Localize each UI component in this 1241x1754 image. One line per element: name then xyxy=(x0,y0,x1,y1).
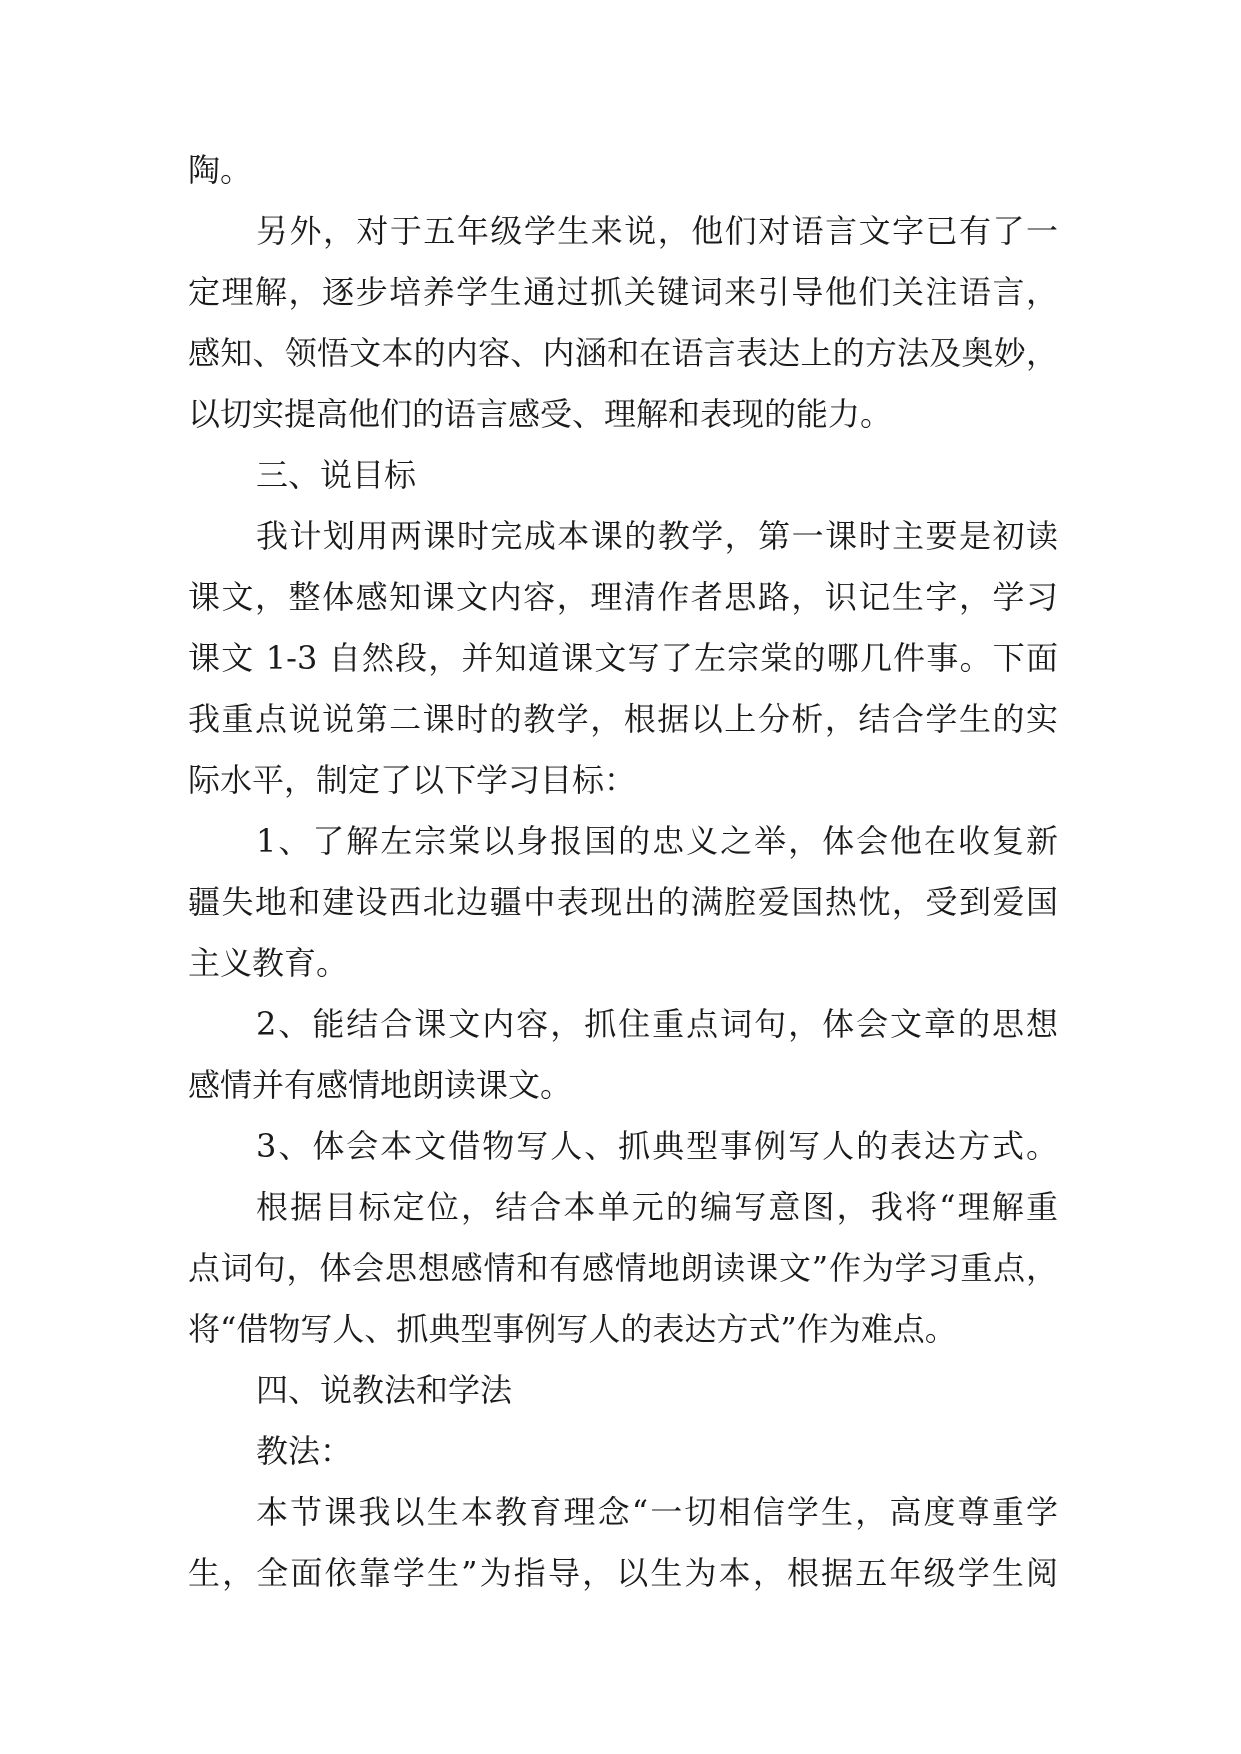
text-line-5: 以切实提高他们的语言感受、理解和表现的能力。 xyxy=(188,395,893,433)
objective-item-3: 3、体会本文借物写人、抓典型事例写人的表达方式。 xyxy=(256,1127,1058,1165)
text-line-8: 课文，整体感知课文内容，理清作者思路，识记生字，学习 xyxy=(188,578,1058,616)
text-line-24: 生，全面依靠学生”为指导，以生为本，根据五年级学生阅 xyxy=(188,1554,1058,1592)
text-line-13: 疆失地和建设西北边疆中表现出的满腔爱国热忱，受到爱国 xyxy=(188,883,1058,921)
text-line-7: 我计划用两课时完成本课的教学，第一课时主要是初读 xyxy=(256,517,1058,555)
text-line-2: 另外，对于五年级学生来说，他们对语言文字已有了一 xyxy=(256,212,1058,250)
text-line-18: 根据目标定位，结合本单元的编写意图，我将“理解重 xyxy=(256,1188,1058,1226)
text-line-23: 本节课我以生本教育理念“一切相信学生，高度尊重学 xyxy=(256,1493,1058,1531)
text-line-14: 主义教育。 xyxy=(188,944,349,982)
text-line-9: 课文 1-3 自然段，并知道课文写了左宗棠的哪几件事。下面 xyxy=(188,639,1058,677)
objective-item-1: 1、了解左宗棠以身报国的忠义之举，体会他在收复新 xyxy=(256,822,1058,860)
text-line-3: 定理解，逐步培养学生通过抓关键词来引导他们关注语言， xyxy=(188,273,1058,311)
text-line-4: 感知、领悟文本的内容、内涵和在语言表达上的方法及奥妙， xyxy=(188,334,1058,372)
section-heading-objectives: 三、说目标 xyxy=(256,456,417,494)
text-line-11: 际水平，制定了以下学习目标： xyxy=(188,761,637,799)
text-line-20: 将“借物写人、抓典型事例写人的表达方式”作为难点。 xyxy=(188,1310,957,1348)
subheading-teaching-method: 教法： xyxy=(256,1432,353,1470)
objective-item-2: 2、能结合课文内容，抓住重点词句，体会文章的思想 xyxy=(256,1005,1058,1043)
section-heading-methods: 四、说教法和学法 xyxy=(256,1371,513,1409)
text-line-19: 点词句，体会思想感情和有感情地朗读课文”作为学习重点， xyxy=(188,1249,1058,1287)
text-line-16: 感情并有感情地朗读课文。 xyxy=(188,1066,573,1104)
text-line-10: 我重点说说第二课时的教学，根据以上分析，结合学生的实 xyxy=(188,700,1058,738)
text-line-1: 陶。 xyxy=(188,151,253,189)
